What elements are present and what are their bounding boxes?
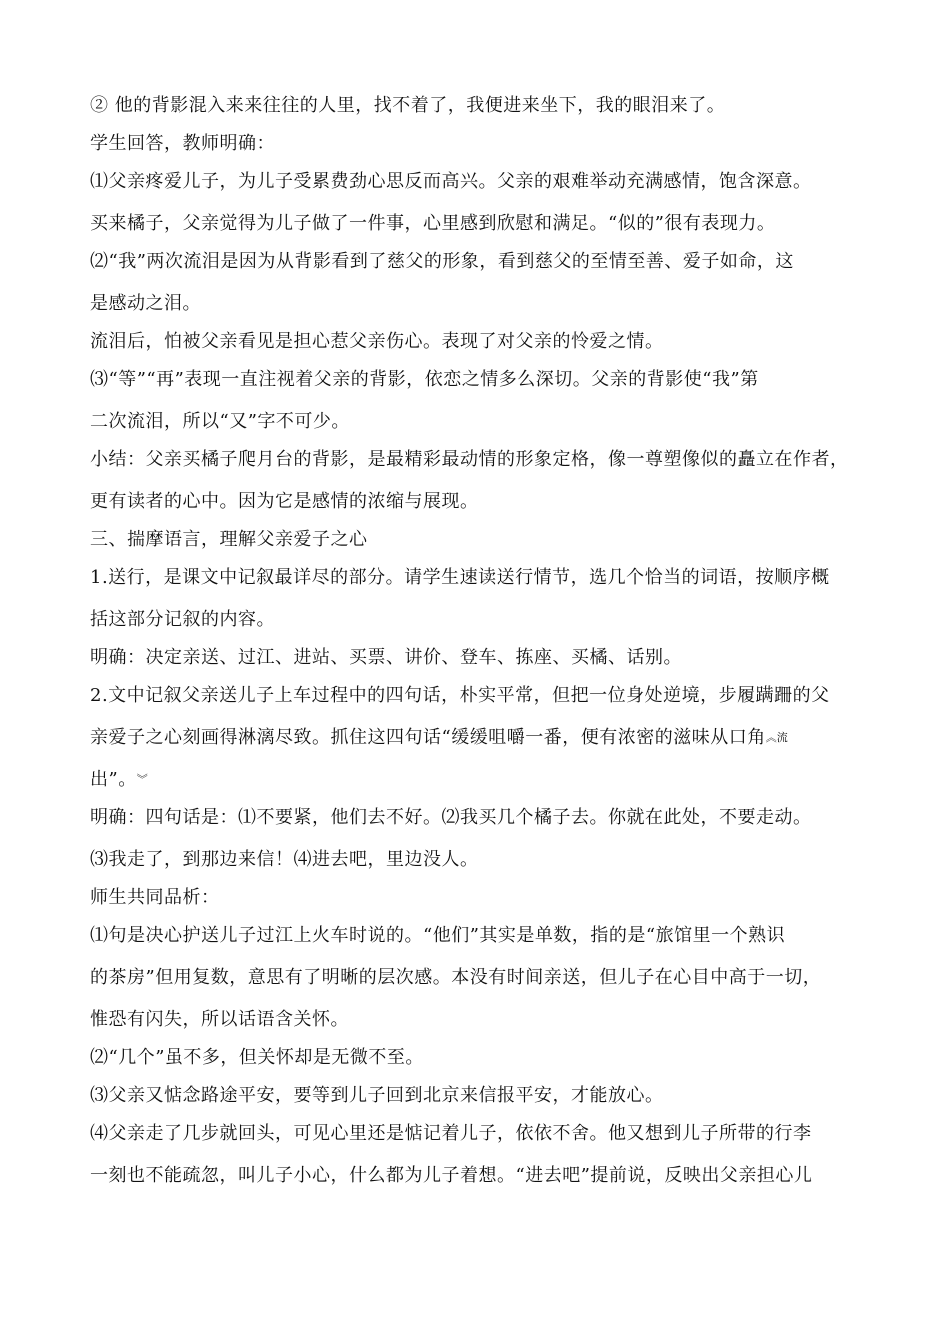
text-line: ⑶我走了，到那边来信！⑷进去吧，里边没人。 — [90, 849, 479, 870]
text-line: 小结：父亲买橘子爬月台的背影，是最精彩最动情的形象定格，像一尊塑像似的矗立在作者， — [90, 449, 849, 470]
text-line: ⑴句是决心护送儿子过江上火车时说的。“他们”其实是单数，指的是“旅馆里一个熟识 — [90, 925, 786, 946]
text-line: 更有读者的心中。因为它是感情的浓缩与展现。 — [90, 491, 479, 512]
document-body — [90, 96, 870, 1186]
text-line: 括这部分记叙的内容。 — [90, 609, 275, 630]
text-line: 买来橘子，父亲觉得为儿子做了一件事，心里感到欣慰和满足。“似的”很有表现力。 — [90, 213, 776, 234]
text-line: ② 他的背影混入来来往往的人里，找不着了，我便进来坐下，我的眼泪来了。 — [90, 95, 726, 116]
editor-mark-icon: ︽流 — [765, 731, 788, 744]
text-line: 的茶房”但用复数，意思有了明晰的层次感。本没有时间亲送，但儿子在心目中高于一切， — [90, 967, 822, 988]
text-line: 1.送行，是课文中记叙最详尽的部分。请学生速读送行情节，选几个恰当的词语，按顺序概 — [90, 567, 830, 588]
text-line: ⑵“我”两次流泪是因为从背影看到了慈父的形象，看到慈父的至情至善、爱子如命，这 — [90, 251, 794, 272]
text-segment: 出”。 — [90, 769, 137, 790]
text-line: ⑷父亲走了几步就回头，可见心里还是惦记着儿子，依依不舍。他又想到儿子所带的行李 — [90, 1123, 812, 1144]
text-line: ⑶父亲又惦念路途平安，要等到儿子回到北京来信报平安，才能放心。 — [90, 1085, 664, 1106]
text-line: 是感动之泪。 — [90, 293, 201, 314]
text-line: ⑶“等”“再”表现一直注视着父亲的背影，依恋之情多么深切。父亲的背影使“我”第 — [90, 369, 759, 390]
text-line — [90, 728, 870, 748]
text-line: 流泪后，怕被父亲看见是担心惹父亲伤心。表现了对父亲的怜爱之情。 — [90, 331, 664, 352]
text-line: 一刻也不能疏忽，叫儿子小心，什么都为儿子着想。“进去吧”提前说，反映出父亲担心儿 — [90, 1165, 813, 1186]
text-line: 明确：四句话是：⑴不要紧，他们去不好。⑵我买几个橘子去。你就在此处，不要走动。 — [90, 807, 812, 828]
text-segment: 亲爱子之心刻画得淋漓尽致。抓住这四句话“缓缓咀嚼一番，便有浓密的滋味从口角 — [90, 727, 766, 748]
text-line — [90, 770, 870, 790]
text-line: 二次流泪，所以“又”字不可少。 — [90, 411, 350, 432]
text-line: 师生共同品析： — [90, 887, 220, 908]
text-line: 惟恐有闪失，所以话语含关怀。 — [90, 1009, 349, 1030]
editor-mark-icon: ︾ — [136, 773, 148, 786]
text-line: ⑴父亲疼爱儿子，为儿子受累费劲心思反而高兴。父亲的艰难举动充满感情，饱含深意。 — [90, 171, 812, 192]
section-heading: 三、揣摩语言，理解父亲爱子之心 — [90, 529, 368, 550]
text-line: 学生回答，教师明确： — [90, 133, 275, 154]
text-line: 2.文中记叙父亲送儿子上车过程中的四句话，朴实平常，但把一位身处逆境，步履蹒跚的父 — [90, 685, 830, 706]
text-line: 明确：决定亲送、过江、进站、买票、讲价、登车、拣座、买橘、话别。 — [90, 647, 682, 668]
text-line: ⑵“几个”虽不多，但关怀却是无微不至。 — [90, 1047, 424, 1068]
